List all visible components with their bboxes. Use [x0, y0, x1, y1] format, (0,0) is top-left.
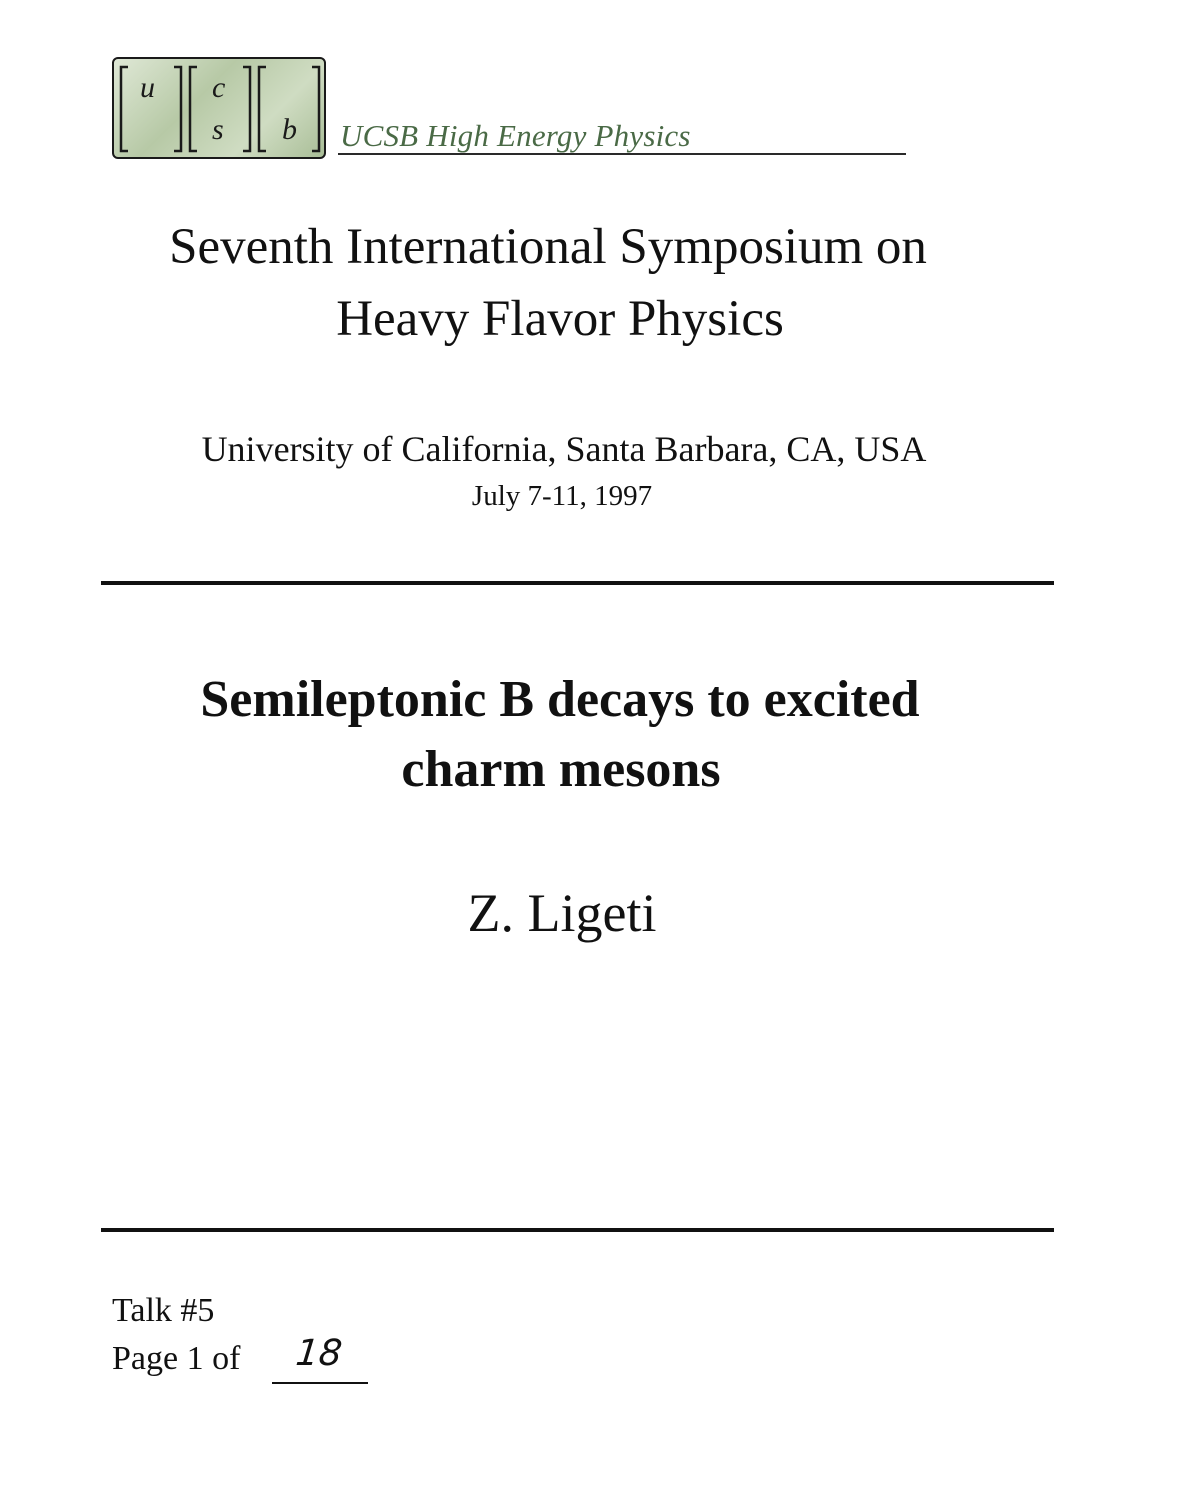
ucsb-quark-logo — [112, 57, 326, 159]
page-total-handwritten: 18 — [293, 1333, 344, 1374]
logo-quark-b: b — [282, 113, 297, 146]
talk-title-line1: Semileptonic B decays to excited — [200, 671, 920, 728]
symposium-title-line1: Seventh International Symposium on — [169, 219, 927, 275]
author-name: Z. Ligeti — [467, 883, 657, 943]
group-name: UCSB High Energy Physics — [340, 118, 691, 153]
quark-brackets-icon — [114, 59, 328, 161]
talk-title-line2: charm mesons — [401, 741, 721, 798]
logo-quark-u: u — [140, 71, 155, 104]
symposium-dates: July 7-11, 1997 — [471, 480, 653, 512]
header-underline — [338, 153, 906, 155]
symposium-title-line2: Heavy Flavor Physics — [336, 291, 784, 347]
talk-number: Talk #5 — [112, 1292, 215, 1329]
divider-bottom — [101, 1228, 1054, 1232]
symposium-venue: University of California, Santa Barbara, CA, USA — [201, 429, 927, 469]
logo-quark-s: s — [212, 113, 224, 146]
logo-quark-c: c — [212, 71, 226, 104]
page-label: Page 1 of — [112, 1340, 241, 1377]
divider-top — [101, 581, 1054, 585]
